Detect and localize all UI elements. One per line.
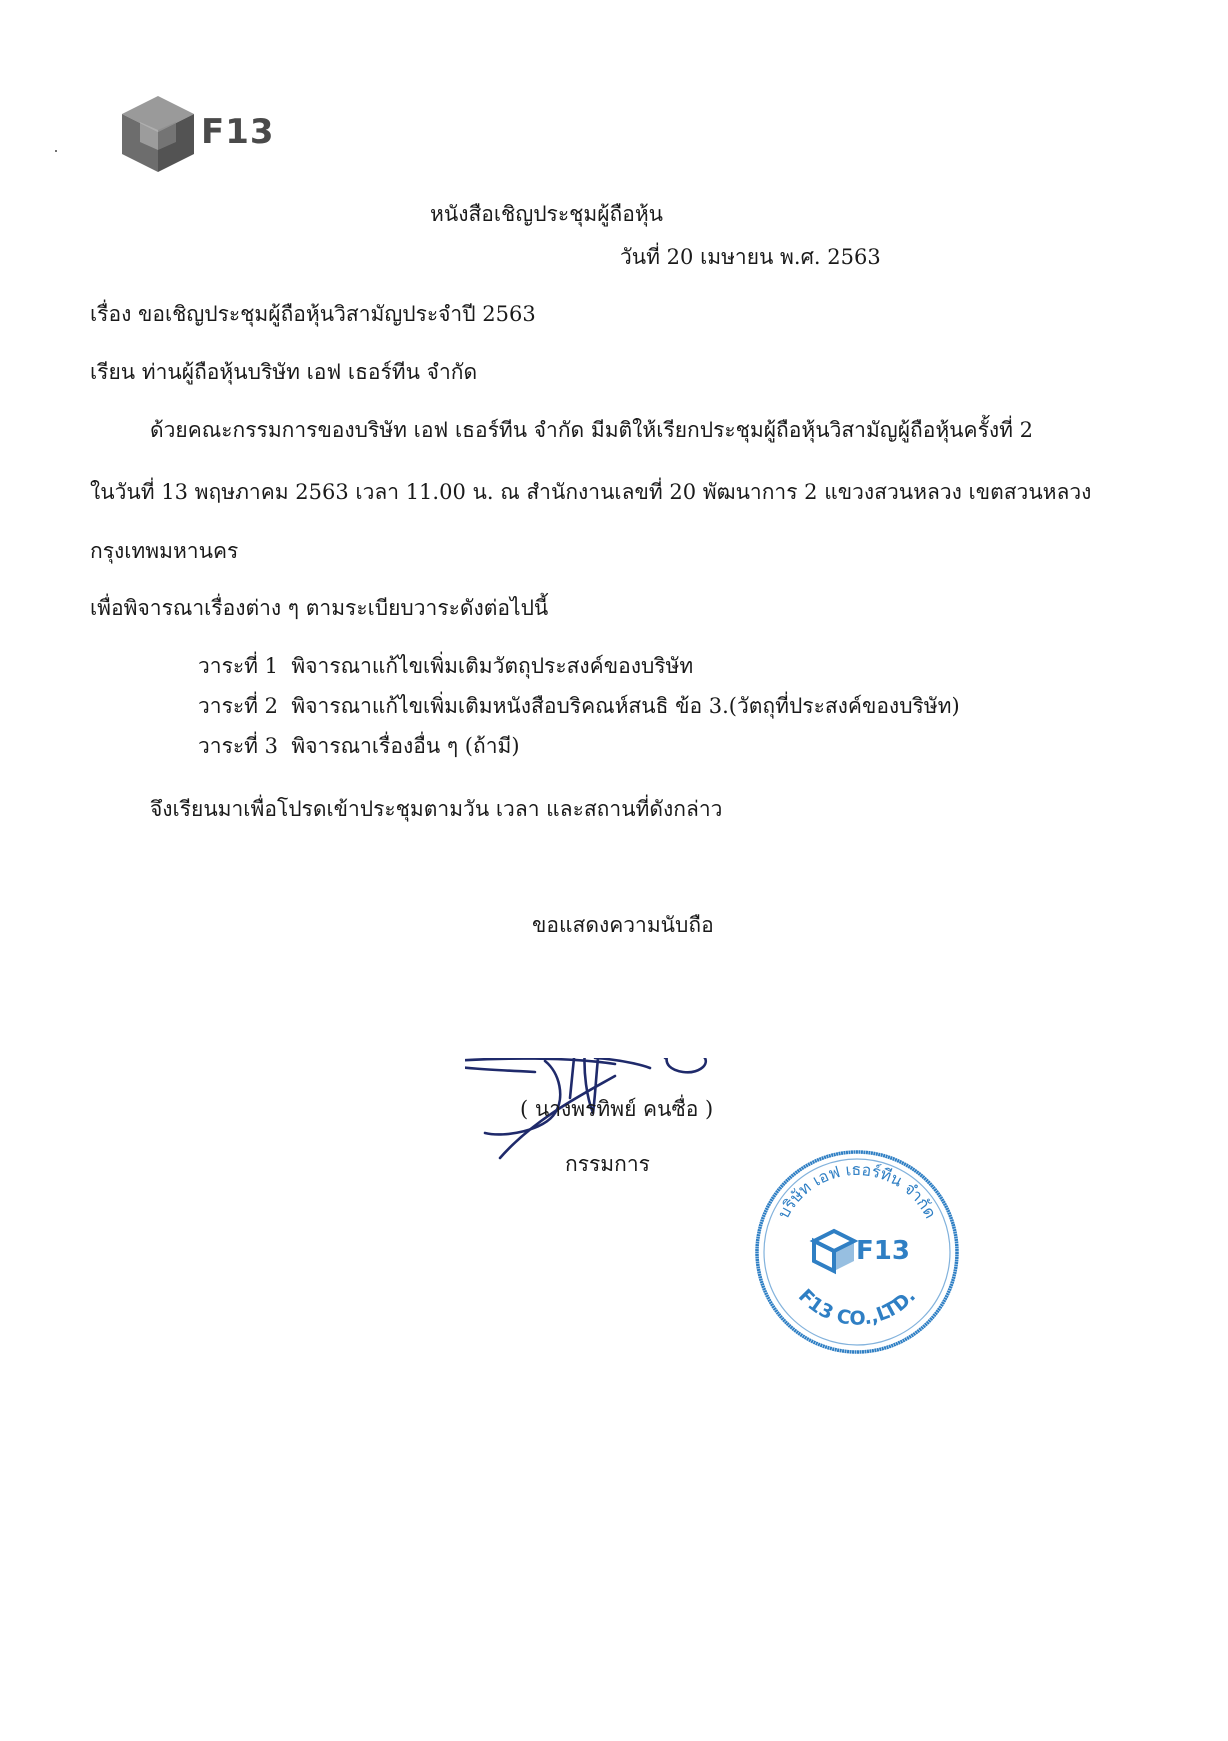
closing-line: จึงเรียนมาเพื่อโปรดเข้าประชุมตามวัน เวลา และสถานที่ดังกล่าว	[150, 797, 723, 821]
signer-name: ( นางพรทิพย์ คนซื่อ )	[520, 1097, 714, 1121]
agenda-intro: เพื่อพิจารณาเรื่องต่าง ๆ ตามระเบียบวาระดังต่อไปนี้	[90, 596, 549, 620]
scan-speck	[55, 150, 57, 152]
body-line-1: ด้วยคณะกรรมการของบริษัท เอฟ เธอร์ทีน จำกัด มีมติให้เรียกประชุมผู้ถือหุ้นวิสามัญผู้ถือหุ้นครั้งที่ 2	[150, 418, 1033, 442]
letter-recipient: เรียน ท่านผู้ถือหุ้นบริษัท เอฟ เธอร์ทีน จำกัด	[90, 360, 478, 384]
regards: ขอแสดงความนับถือ	[532, 913, 714, 937]
seal-bottom-text: F13 CO.,LTD.	[793, 1284, 921, 1330]
agenda-label: วาระที่ 1	[198, 654, 279, 678]
agenda-item	[198, 692, 960, 720]
letter-date: วันที่ 20 เมษายน พ.ศ. 2563	[620, 245, 881, 269]
agenda-label: วาระที่ 3	[198, 734, 279, 758]
logo-text: F13	[201, 112, 275, 152]
seal-top-text: บริษัท เอฟ เธอร์ทีน จำกัด	[773, 1159, 941, 1222]
letter-title: หนังสือเชิญประชุมผู้ถือหุ้น	[430, 202, 664, 226]
agenda-text: พิจารณาแก้ไขเพิ่มเติมหนังสือบริคณห์สนธิ ข้อ 3.(วัตถุที่ประสงค์ของบริษัท)	[291, 694, 960, 718]
body-line-2: ในวันที่ 13 พฤษภาคม 2563 เวลา 11.00 น. ณ สำนักงานเลขที่ 20 พัฒนาการ 2 แขวงสวนหลวง เขตสวนหลวง	[90, 480, 1092, 504]
agenda-item	[198, 652, 693, 680]
letter-subject: เรื่อง ขอเชิญประชุมผู้ถือหุ้นวิสามัญประจำปี 2563	[90, 302, 536, 326]
agenda-text: พิจารณาแก้ไขเพิ่มเติมวัตถุประสงค์ของบริษัท	[291, 654, 694, 678]
svg-text:F13 CO.,LTD.	[794, 1285, 920, 1330]
signer-title: กรรมการ	[565, 1152, 650, 1176]
agenda-text: พิจารณาเรื่องอื่น ๆ (ถ้ามี)	[291, 734, 520, 758]
company-seal	[752, 1147, 962, 1357]
agenda-label: วาระที่ 2	[198, 694, 279, 718]
seal-cube-icon	[814, 1231, 854, 1271]
agenda-item	[198, 732, 520, 760]
body-line-3: กรุงเทพมหานคร	[90, 539, 239, 563]
seal-center-text: F13	[856, 1236, 910, 1266]
